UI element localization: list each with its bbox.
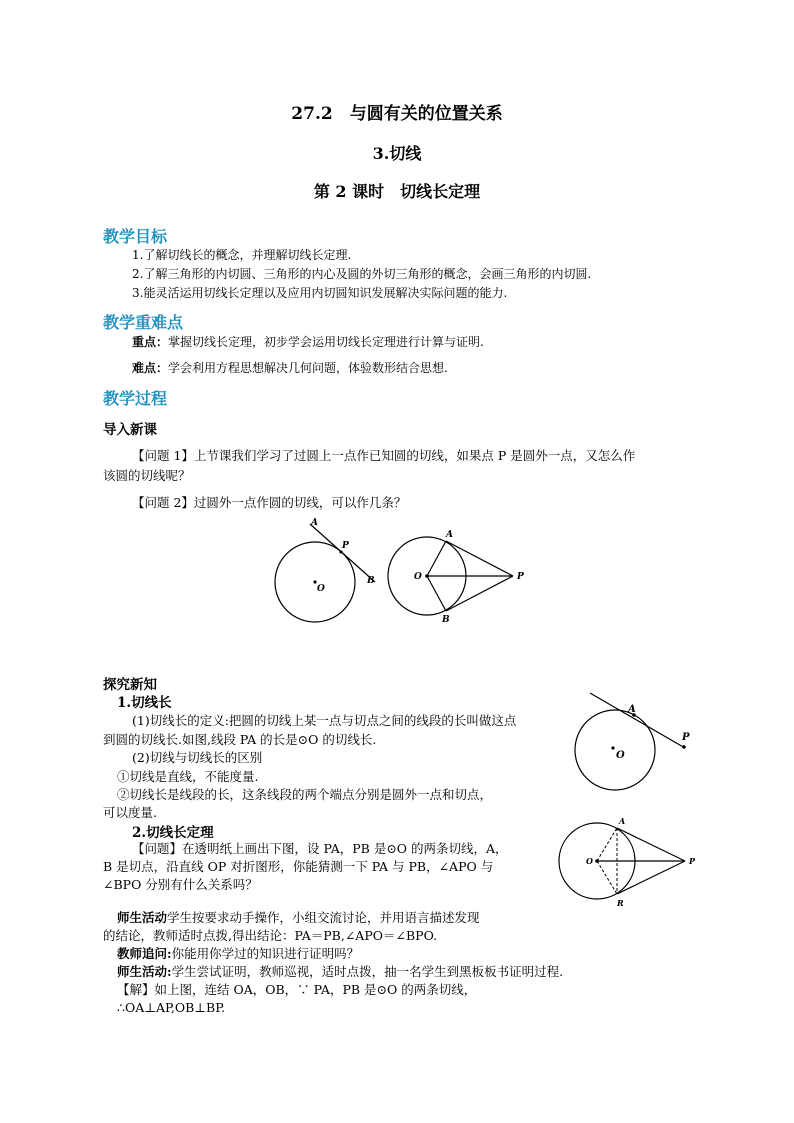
activity-1-text: 学生按要求动手操作，小组交流讨论，并用语言描述发现 [167, 910, 480, 925]
tangent-pa [617, 828, 685, 861]
external-point [682, 745, 686, 749]
radius-oa [427, 541, 446, 576]
section-2-heading: 2.切线长定理 [132, 825, 214, 841]
tangent-difference-item-2-line-2: 可以度量. [103, 805, 157, 820]
tangent-pb [446, 576, 513, 611]
activity-2 [117, 962, 563, 982]
label-a: A [311, 518, 318, 528]
label-a: A [619, 816, 626, 826]
label-p: P [689, 856, 696, 866]
activity-1-line-2: 的结论，教师适时点拨,得出结论：PA＝PB,∠APO＝∠BPO. [103, 928, 438, 943]
objectives-heading: 教学目标 [103, 227, 168, 246]
solution-line-1: 【解】如上图，连结 OA，OB，∵ PA，PB 是⊙O 的两条切线， [117, 982, 477, 997]
center-point [425, 574, 429, 578]
hard-label: 难点： [132, 361, 169, 375]
hard-point [132, 359, 448, 378]
theorem-question-line-2: B 是切点，沿直线 OP 对折图形，你能猜测一下 PA 与 PB，∠APO 与 [103, 859, 494, 874]
lesson-title: 第 2 课时 切线长定理 [313, 182, 481, 201]
tangent-difference-item-2-line-1: ②切线长是线段的长，这条线段的两个端点分别是圆外一点和切点， [117, 787, 493, 802]
hard-text: 学会利用方程思想解决几何问题，体验数形结合思想. [168, 361, 448, 375]
center-point [595, 859, 599, 863]
page-title: 27.2 与圆有关的位置关系 [291, 104, 503, 124]
tangent-line [310, 524, 375, 582]
radius-oa [597, 828, 617, 861]
intro-heading: 导入新课 [103, 422, 157, 438]
activity-1-label: 师生活动 [117, 910, 168, 925]
activity-1-line-1 [117, 908, 480, 928]
label-a: A [446, 530, 453, 540]
explore-heading: 探究新知 [103, 677, 157, 693]
question-1-line-1: 【问题 1】上节课我们学习了过圆上一点作已知圆的切线，如果点 P 是圆外一点，又怎么作 [132, 448, 636, 463]
tangent-length-definition-line-1: (1)切线长的定义:把圆的切线上某一点与切点之间的线段的长叫做这点 [132, 713, 517, 728]
label-b: B [442, 615, 450, 625]
activity-2-label: 师生活动: [117, 964, 172, 979]
figure-single-tangent [265, 512, 385, 627]
tangent-pa [446, 541, 513, 576]
objective-item: 3.能灵活运用切线长定理以及应用内切圆知识发展解决实际问题的能力. [132, 286, 508, 300]
section-1-heading: 1.切线长 [117, 695, 172, 711]
figure-tangent-theorem [555, 812, 705, 912]
label-r: R [617, 898, 624, 908]
tangent-length-definition-line-2: 到圆的切线长.如图,线段 PA 的长是⊙O 的切线长. [103, 732, 377, 747]
label-p: P [682, 732, 690, 743]
question-2: 【问题 2】过圆外一点作圆的切线，可以作几条？ [132, 495, 407, 510]
section-subtitle: 3.切线 [372, 144, 422, 163]
circle [575, 710, 655, 790]
key-point [132, 333, 484, 352]
label-o: O [317, 584, 325, 594]
theorem-question-line-3: ∠BPO 分别有什么关系吗？ [103, 877, 258, 892]
figure-two-tangents [380, 522, 540, 627]
process-heading: 教学过程 [103, 389, 168, 408]
tangent-pb [617, 861, 685, 894]
key-text: 掌握切线长定理，初步学会运用切线长定理进行计算与证明. [168, 335, 484, 349]
label-o: O [414, 572, 422, 582]
radius-ob [427, 576, 446, 611]
center-point [611, 746, 614, 749]
solution-line-2: ∴OA⊥AP,OB⊥BP. [117, 1000, 226, 1015]
label-a: A [628, 704, 636, 715]
teacher-ask-text: 你能用你学过的知识进行证明吗？ [171, 946, 360, 961]
question-1-line-2: 该圆的切线呢？ [103, 468, 191, 483]
key-label: 重点： [132, 335, 169, 349]
activity-2-text: 学生尝试证明，教师巡视，适时点拨，抽一名学生到黑板板书证明过程. [171, 964, 564, 979]
teacher-ask-label: 教师追问: [117, 946, 172, 961]
label-p: P [517, 572, 524, 582]
tangent-difference-heading: (2)切线与切线长的区别 [132, 750, 263, 765]
figure-tangent-length [570, 688, 700, 798]
label-o: O [586, 856, 593, 866]
theorem-question-line-1: 【问题】在透明纸上画出下图，设 PA，PB 是⊙O 的两条切线，A， [132, 841, 508, 856]
label-b: B [367, 576, 375, 586]
objective-item: 1.了解切线长的概念，并理解切线长定理. [132, 248, 352, 262]
tangent-line [590, 693, 685, 748]
label-o: O [616, 750, 625, 761]
radius-ob [597, 861, 617, 894]
objective-item: 2.了解三角形的内切圆、三角形的内心及圆的外切三角形的概念，会画三角形的内切圆. [132, 267, 592, 281]
teacher-ask [117, 944, 359, 964]
label-p: P [342, 541, 349, 551]
keypoints-heading: 教学重难点 [103, 313, 184, 332]
tangent-difference-item-1: ①切线是直线，不能度量. [117, 769, 259, 784]
